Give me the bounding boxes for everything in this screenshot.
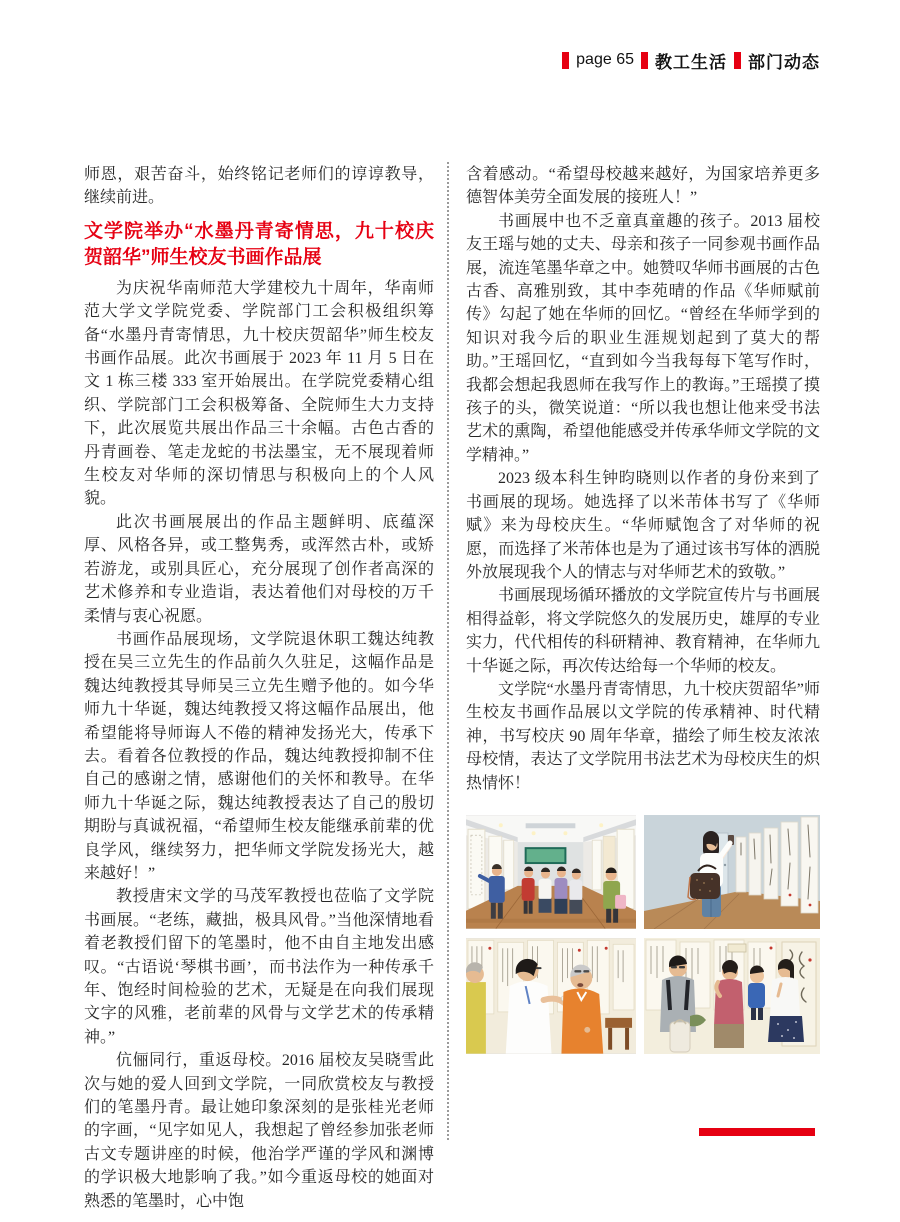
column-divider bbox=[447, 162, 449, 1140]
paragraph: 文学院“水墨丹青寄情思，九十校庆贺韶华”师生校友书画作品展以文学院的传承精神、时代精神，书写校庆 90 周年华章，描绘了师生校友浓浓母校情，表达了文学院用书法艺术为母校庆生的炽热情怀！ bbox=[466, 680, 820, 792]
photo-grid bbox=[466, 815, 820, 1054]
woman-photographing-photo bbox=[644, 815, 820, 929]
header-accent-bar-icon bbox=[734, 52, 741, 69]
right-column bbox=[466, 163, 820, 1054]
header-accent-bar-icon bbox=[641, 52, 648, 69]
footer-accent-bar bbox=[699, 1128, 815, 1136]
paragraph: 含着感动。“希望母校越来越好，为国家培养更多德智体美劳全面发展的接班人！” bbox=[466, 166, 820, 207]
woman-photographing-image bbox=[644, 815, 820, 929]
family-visit-photo bbox=[644, 938, 820, 1054]
family-visit-image bbox=[644, 938, 820, 1054]
paragraph: 书画作品展现场，文学院退休职工魏达纯教授在吴三立先生的作品前久久驻足，这幅作品是魏达纯教授其导师吴三立先生赠予他的。如今华师九十华诞，魏达纯教授又将这幅作品展出，他希望能将导师诲人不倦的精神发扬光大，传承下去。看着各位教授的作品，魏达纯教授抑制不住自己的感谢之情，感谢他们的关怀和教导。在华师九十华诞之际，魏达纯教授表达了自己的殷切期盼与真诚祝福，“希望师生校友能继承前辈的优良学风，继续努力，把华师文学院发扬光大，越来越好！” bbox=[84, 630, 434, 882]
subsection-label: 部门动态 bbox=[748, 52, 820, 72]
left-column bbox=[84, 163, 434, 1213]
paragraph: 伉俪同行，重返母校。2016 届校友吴晓雪此次与她的爱人回到文学院，一同欣赏校友与教授们的笔墨丹青。最让她印象深刻的是张桂光老师的字画，“见字如见人，我想起了曾经参加张老师古文专题讲座的时候，他治学严谨的学风和渊博的学识极大地影响了我。”如今重返母校的她面对熟悉的笔墨时，心中饱 bbox=[84, 1052, 434, 1210]
paragraph: 此次书画展展出的作品主题鲜明、底蕴深厚、风格各异，或工整隽秀，或浑然古朴，或矫若游龙，或别具匠心，充分展现了创作者高深的艺术修养和专业造诣，表达着他们对母校的万千柔情与衷心祝愿。 bbox=[84, 513, 434, 625]
gallery-group-photo bbox=[466, 815, 636, 929]
page-number-label: page 65 bbox=[576, 51, 634, 68]
gallery-group-image bbox=[466, 815, 636, 929]
section-label: 教工生活 bbox=[655, 52, 727, 72]
interview-elder-image bbox=[466, 938, 636, 1054]
paragraph: 教授唐宋文学的马茂军教授也莅临了文学院书画展。“老练，藏拙，极具风骨。”当他深情地看着老教授们留下的笔墨时，他不由自主地发出感叹。“古语说‘琴棋书画’，而书法作为一种传承千年、饱经时间检验的艺术，无疑是在向我们展现文字的风雅，老前辈的风骨与文学艺术的传承精神。” bbox=[84, 888, 434, 1046]
interview-elder-photo bbox=[466, 938, 636, 1054]
paragraph: 书画展中也不乏童真童趣的孩子。2013 届校友王瑶与她的丈夫、母亲和孩子一同参观书画作品展，流连笔墨华章之中。她赞叹华师书画展的古色古香、高雅别致，其中李苑晴的作品《华师赋前传》勾起了她在华师的回忆。“曾经在华师学到的知识对我今后的职业生涯规划起到了莫大的帮助。”王瑶回忆，“直到如今当我每每下笔写作时，我都会想起我恩师在我写作上的教诲。”王瑶摸了摸孩子的头，微笑说道：“所以我也想让他来受书法艺术的熏陶，希望他能感受并传承华师文学院的文学精神。” bbox=[466, 212, 820, 464]
paragraph: 为庆祝华南师范大学建校九十周年，华南师范大学文学院党委、学院部门工会积极组织筹备“水墨丹青寄情思，九十校庆贺韶华”师生校友书画作品展。此次书画展于 2023 年 11 月 5 日在文 1 栋三楼 333 室开始展出。在学院党委精心组织、学院部门工会积极筹备、全院师生大力支持下，此次展览共展出作品三十余幅。古色古香的丹青画卷、笔走龙蛇的书法墨宝，无不展现着师生校友对华师的深切情思与积极向上的个人风貌。 bbox=[84, 279, 434, 508]
paragraph: 2023 级本科生钟昀晓则以作者的身份来到了书画展的现场。她选择了以米芾体书写了《华师赋》来为母校庆生。“华师赋饱含了对华师的祝愿，而选择了米芾体也是为了通过该书写体的洒脱外放展现我个人的情志与对华师艺术的致敬。” bbox=[466, 470, 820, 581]
paragraph: 师恩，艰苦奋斗，始终铭记老师们的谆谆教导，继续前进。 bbox=[84, 166, 434, 207]
header-accent-bar-icon bbox=[562, 52, 569, 69]
article-title: 文学院举办“水墨丹青寄情思，九十校庆贺韶华”师生校友书画作品展 bbox=[84, 220, 434, 268]
paragraph: 书画展现场循环播放的文学院宣传片与书画展相得益彰，将文学院悠久的发展历史，雄厚的专业实力，代代相传的科研精神、教育精神，在华师九十华诞之际，再次传达给每一个华师的校友。 bbox=[466, 587, 820, 675]
page-header bbox=[562, 50, 820, 70]
